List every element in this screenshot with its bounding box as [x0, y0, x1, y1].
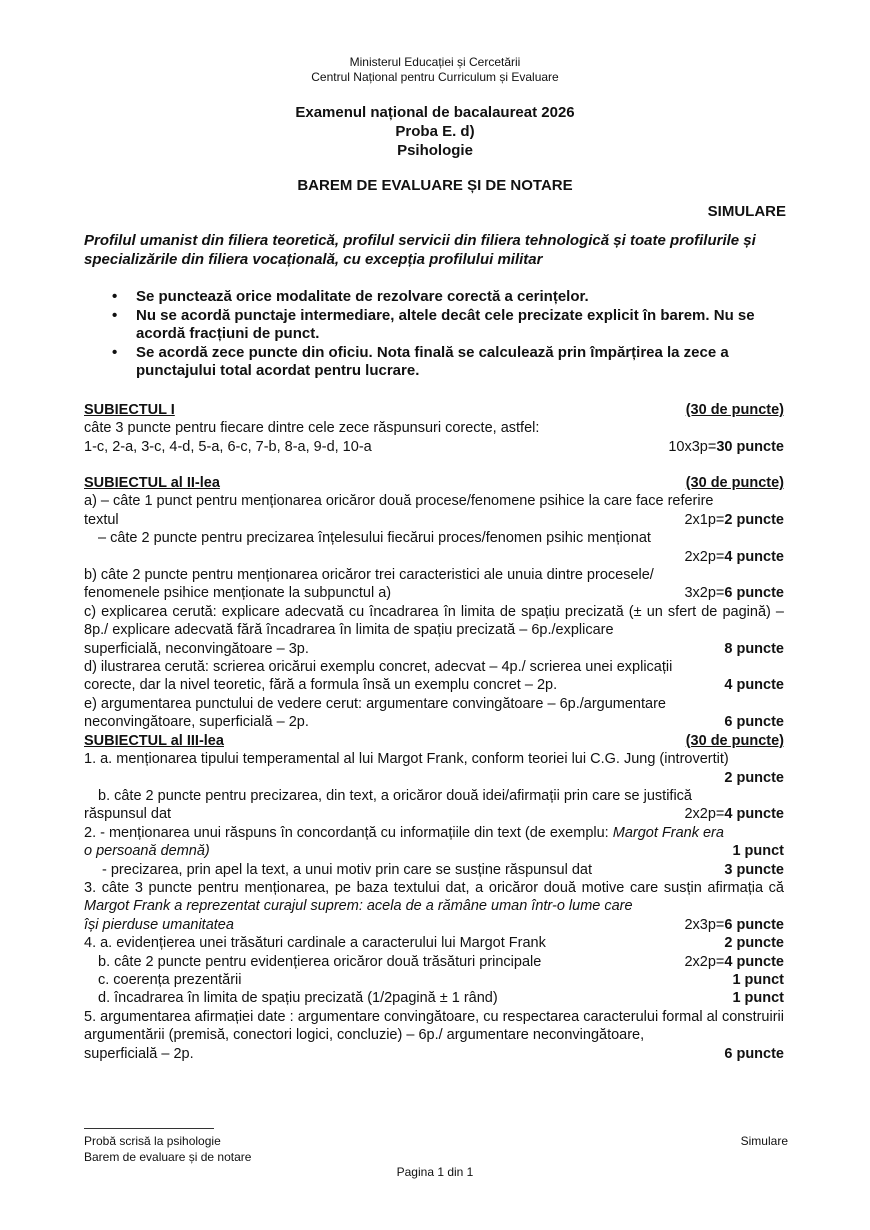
subject-1-instruction: câte 3 puncte pentru fiecare dintre cele zece răspunsuri corecte, astfel: [84, 420, 540, 437]
barem-title: BAREM DE EVALUARE ȘI DE NOTARE [297, 177, 573, 194]
item-2a-score: 2x1p=2 puncte [684, 511, 784, 528]
item-3-4d-text: d. încadrarea în limita de spațiu precizată (1/2pagină ± 1 rând) [98, 990, 498, 1007]
item-3-4a-text: 4. a. evidențierea unei trăsături cardinale a caracterului lui Margot Frank [84, 935, 546, 952]
proba-title: Proba E. d) [395, 123, 475, 140]
item-3-4b-text: b. câte 2 puncte pentru evidențierea oricăror două trăsături principale [98, 953, 542, 970]
item-3-1a-score: 2 puncte [724, 769, 784, 786]
exam-title: Examenul național de bacalaureat 2026 [295, 104, 575, 121]
center-header: Centrul Național pentru Curriculum și Evaluare [311, 70, 559, 84]
footer-left [84, 1133, 251, 1165]
item-3-3-score: 2x3p=6 puncte [684, 916, 784, 933]
item-3-5-text: 5. argumentarea afirmației date : argumentare convingătoare, cu respectarea caracterului formal al construirii argumentării (premisă, conectori logici, concluzie) – 6p./ argumentare neconvingătoare, [84, 1008, 784, 1044]
subject-1-heading [84, 401, 784, 419]
item-3-1a-text: 1. a. menționarea tipului temperamental al lui Margot Frank, conform teoriei lui C.G. Jung (introvertit) [84, 751, 729, 768]
footer-barem-label: Barem de evaluare și de notare [84, 1150, 252, 1164]
item-2d-score: 4 puncte [724, 677, 784, 694]
rule-item: • Se acordă zece puncte din oficiu. Nota finală se calculează prin împărțirea la zece a punctajului total acordat pentru lucrare. [84, 344, 790, 381]
item-3-1b-score: 2x2p=4 puncte [684, 806, 784, 823]
item-2a-second-text: – câte 2 puncte pentru precizarea înțelesului fiecărui proces/fenomen psihic menționat [98, 530, 651, 547]
page-number: Pagina 1 din 1 [396, 1165, 474, 1179]
general-rules [84, 288, 790, 381]
subject-2-section: SUBIECTUL al II-lea (30 de puncte) a) – câte 1 punct pentru menționarea oricăror două procese/fenomene psihice la care face referire textul 2x1p=2 puncte – câte 2 puncte pentru precizarea înțelesului fiecărui proces/fenomen psihic menționat 2x2p=4 puncte b) câte 2 puncte pentru menționarea oricăror trei caracteristici ale unuia dintre procesele/ fenomenele psihice menționate la subpunctul a) 3x2p=6 puncte c) explicarea cerută: explicare adecvată cu încadrarea în limita de spațiu precizată (± un sfert de pagină) – 8p./ explicare adecvată fără încadrarea în limita de spațiu precizată – 6p./explicare superficială, neconvingătoare – 3p. 8 puncte d) ilustrarea cerută: scrierea oricărui exemplu concret, adecvat – 4p./ scrierea unei explicații corecte, dar la nivel teoretic, fără a formula însă un exemplu concret – 2p. 4 puncte e) argumentarea punctului de vedere cerut: argumentare convingătoare – 6p./argumentare neconvingătoare, superficială – 2p. 6 puncte SUBIECTUL al III-lea (30 de puncte) 1. a. menționarea tipului temperamental al lui Margot Frank, conform teoriei lui C.G. Jung (introvertit) 2 puncte b. câte 2 puncte pentru precizarea, din text, a oricăror două idei/afirmații prin care se justifică răspunsul dat 2x2p=4 puncte 2. - menționarea unui răspuns în concordanță cu informațiile din text (de exemplu: Margot Frank era o persoană demnă) 1 punct - precizarea, prin apel la text, a unui motiv prin care se susține răspunsul dat 3 puncte 3. câte 3 puncte pentru menționarea, pe baza textului dat, a oricăror două motive care susțin afirmația că Margot Frank a reprezentat curajul suprem: acela de a rămâne uman într-o lume care își pierduse umanitatea 2x3p=6 puncte 4. a. evidențierea unei trăsături cardinale a caracterului lui Margot Frank 2 puncte b. câte 2 puncte pentru evidențierea oricăror două trăsături principale 2x2p=4 puncte c. coerența prezentării 1 punct d. încadrarea în limita de spațiu precizată (1/2pagină ± 1 rând) 1 punct 5. argumentarea afirmației date : argumentare convingătoare, cu respectarea caracterului formal al construirii argumentării (premisă, conectori logici, concluzie) – 6p./ argumentare neconvingătoare, superficială – 2p. 6 puncte [84, 475, 784, 1062]
subject-1-points: (30 de puncte) [685, 402, 784, 418]
subject-3-title: SUBIECTUL al III-lea [84, 732, 224, 749]
item-2a-second-score: 2x2p=4 puncte [684, 548, 784, 565]
item-3-2b-text: - precizarea, prin apel la text, a unui motiv prin care se susține răspunsul dat [102, 861, 593, 878]
item-2c-score: 8 puncte [724, 640, 784, 657]
item-3-2a-text: 2. - menționarea unui răspuns în concordanță cu informațiile din text (de exemplu: Margot Frank era [84, 824, 724, 841]
item-3-4d-score: 1 punct [732, 990, 784, 1007]
subject-1-score: 10x3p=30 puncte [668, 438, 784, 455]
subject-3-heading [84, 732, 784, 750]
item-2e-score: 6 puncte [724, 714, 784, 731]
subject-2-points: (30 de puncte) [685, 475, 784, 491]
footer-exam-label: Probă scrisă la psihologie [84, 1134, 221, 1148]
footer-divider [84, 1128, 214, 1129]
item-3-1b-text: b. câte 2 puncte pentru precizarea, din text, a oricăror două idei/afirmații prin care se justifică [98, 787, 692, 804]
rule-item: • Se punctează orice modalitate de rezolvare corectă a cerințelor. [84, 288, 790, 307]
item-2b-text: b) câte 2 puncte pentru menționarea oricăror trei caracteristici ale unuia dintre procesele/ [84, 567, 654, 584]
subject-1-answers: 1-c, 2-a, 3-c, 4-d, 5-a, 6-c, 7-b, 8-a, 9-d, 10-a [84, 438, 372, 455]
subject-title: Psihologie [397, 142, 473, 159]
item-2a-text: a) – câte 1 punct pentru menționarea oricăror două procese/fenomene psihice la care face referire [84, 493, 714, 510]
item-2b-score: 3x2p=6 puncte [684, 585, 784, 602]
item-3-2b-score: 3 puncte [724, 861, 784, 878]
profile-note: Profilul umanist din filiera teoretică, profilul servicii din filiera tehnologică și toate profilurile și specializările din filiera vocațională, cu excepția profilului militar [84, 232, 756, 268]
item-3-3-text: 3. câte 3 puncte pentru menționarea, pe baza textului dat, a oricăror două motive care susțin afirmația că Margot Frank a reprezentat curajul suprem: acela de a rămâne uman într-o lume care [84, 879, 784, 915]
simulare-label: SIMULARE [707, 203, 786, 220]
subject-2-title: SUBIECTUL al II-lea [84, 475, 220, 491]
rule-item: • Nu se acordă punctaje intermediare, altele decât cele precizate explicit în barem. Nu se acordă fracțiuni de punct. [84, 307, 790, 344]
subject-3-points: (30 de puncte) [685, 732, 784, 749]
item-3-5-score: 6 puncte [724, 1045, 784, 1062]
item-3-4c-text: c. coerența prezentării [98, 971, 242, 988]
item-2c-text: c) explicarea cerută: explicare adecvată cu încadrarea în limita de spațiu precizată (± un sfert de pagină) – 8p./ explicare adecvată fără încadrarea în limita de spațiu precizată – 6p./explicare [84, 603, 784, 639]
item-2d-text: d) ilustrarea cerută: scrierea oricărui exemplu concret, adecvat – 4p./ scrierea unei explicații [84, 659, 673, 676]
subject-1-title: SUBIECTUL I [84, 402, 175, 418]
ministry-header: Ministerul Educației și Cercetării [349, 55, 521, 69]
subject-1-section [84, 401, 784, 456]
subject-1-answers-row [84, 438, 784, 456]
item-3-4b-score: 2x2p=4 puncte [684, 953, 784, 970]
item-2e-text: e) argumentarea punctului de vedere cerut: argumentare convingătoare – 6p./argumentare [84, 695, 666, 712]
subject-2-heading [84, 474, 784, 492]
footer-simulare-label: Simulare [740, 1134, 788, 1148]
item-3-4c-score: 1 punct [732, 971, 784, 988]
item-3-2a-score: 1 punct [732, 843, 784, 860]
item-3-4a-score: 2 puncte [724, 935, 784, 952]
